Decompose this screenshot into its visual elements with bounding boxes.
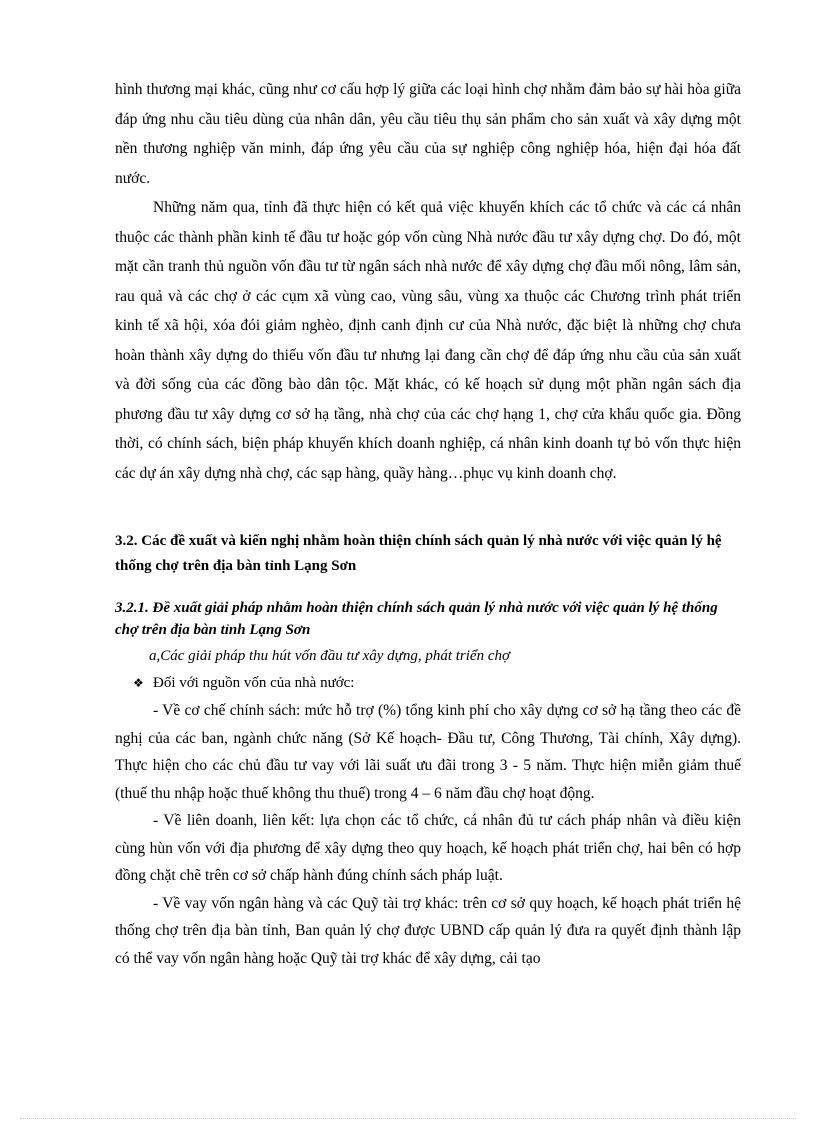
subsection-heading: 3.2.1. Đề xuất giải pháp nhằm hoàn thiện chính sách quản lý nhà nước với việc quản lý hệ thống chợ trên địa bàn tỉnh Lạng Sơn [115, 600, 718, 638]
document-page [115, 75, 741, 972]
dash-item-policy: - Về cơ chế chính sách: mức hỗ trợ (%) tổng kinh phí cho xây dựng cơ sở hạ tầng theo các đề nghị của các ban, ngành chức năng (Sở Kế hoạch- Đầu tư, Công Thương, Tài chính, Xây dựng). Thực hiện cho các chủ đầu tư vay với lãi suất ưu đãi trong 3 - 5 năm. Thực hiện miễn giảm thuế (thuế thu nhập hoặc thuế không thu thuế) trong 4 – 6 năm đầu chợ hoạt động. [115, 702, 741, 802]
bullet-item [133, 670, 741, 697]
bullet-text: Đối với nguồn vốn của nhà nước: [153, 675, 355, 691]
dash-item-bank-loans: - Về vay vốn ngân hàng và các Quỹ tài trợ khác: trên cơ sở quy hoạch, kế hoạch phát triển hệ thống chợ trên địa bàn tỉnh, Ban quản lý chợ được UBND cấp quản lý đưa ra quyết định thành lập có thể vay vốn ngân hàng hoặc Quỹ tài trợ khác để xây dựng, cải tạo [115, 894, 741, 967]
body-paragraph-2: Những năm qua, tỉnh đã thực hiện có kết quả việc khuyến khích các tổ chức và các cá nhân thuộc các thành phần kinh tế đầu tư hoặc góp vốn cùng Nhà nước đầu tư xây dựng chợ. Do đó, một mặt cần tranh thủ nguồn vốn đầu tư từ ngân sách nhà nước để xây dựng chợ đầu mối nông, lâm sản, rau quả và các chợ ở các cụm xã vùng cao, vùng sâu, vùng xa thuộc các Chương trình phát triển kinh tế xã hội, xóa đói giảm nghèo, định canh định cư của Nhà nước, đặc biệt là những chợ chưa hoàn thành xây dựng do thiếu vốn đầu tư nhưng lại đang cần chợ để đáp ứng nhu cầu của sản xuất và đời sống của các đồng bào dân tộc. Mặt khác, có kế hoạch sử dụng một phần ngân sách địa phương đầu tư xây dựng cơ sở hạ tầng, nhà chợ của các chợ hạng 1, chợ cửa khẩu quốc gia. Đồng thời, có chính sách, biện pháp khuyến khích doanh nghiệp, cá nhân kinh doanh tự bỏ vốn thực hiện các dự án xây dựng nhà chợ, các sạp hàng, quầy hàng…phục vụ kinh doanh chợ. [115, 199, 741, 482]
page-footer-divider [20, 1118, 796, 1119]
dash-item-joint-venture: - Về liên doanh, liên kết: lựa chọn các tổ chức, cá nhân đủ tư cách pháp nhân và điều kiện cùng hùn vốn với địa phương để xây dựng theo quy hoạch, kế hoạch phát triển chợ, hai bên có hợp đồng chặt chẽ trên cơ sở chấp hành đúng chính sách pháp luật. [115, 812, 741, 884]
sub-item-heading: a,Các giải pháp thu hút vốn đầu tư xây dựng, phát triển chợ [149, 648, 510, 664]
diamond-bullet-icon: ❖ [133, 676, 144, 690]
body-paragraph-1: hình thương mại khác, cũng như cơ cấu hợp lý giữa các loại hình chợ nhằm đảm bảo sự hài hòa giữa đáp ứng nhu cầu tiêu dùng của nhân dân, yêu cầu tiêu thụ sản phẩm cho sản xuất và xây dựng một nền thương nghiệp văn minh, đáp ứng yêu cầu của sự nghiệp công nghiệp hóa, hiện đại hóa đất nước. [115, 81, 741, 187]
section-heading: 3.2. Các đề xuất và kiến nghị nhằm hoàn thiện chính sách quản lý nhà nước với việc quản lý hệ thống chợ trên địa bàn tỉnh Lạng Sơn [115, 533, 722, 574]
